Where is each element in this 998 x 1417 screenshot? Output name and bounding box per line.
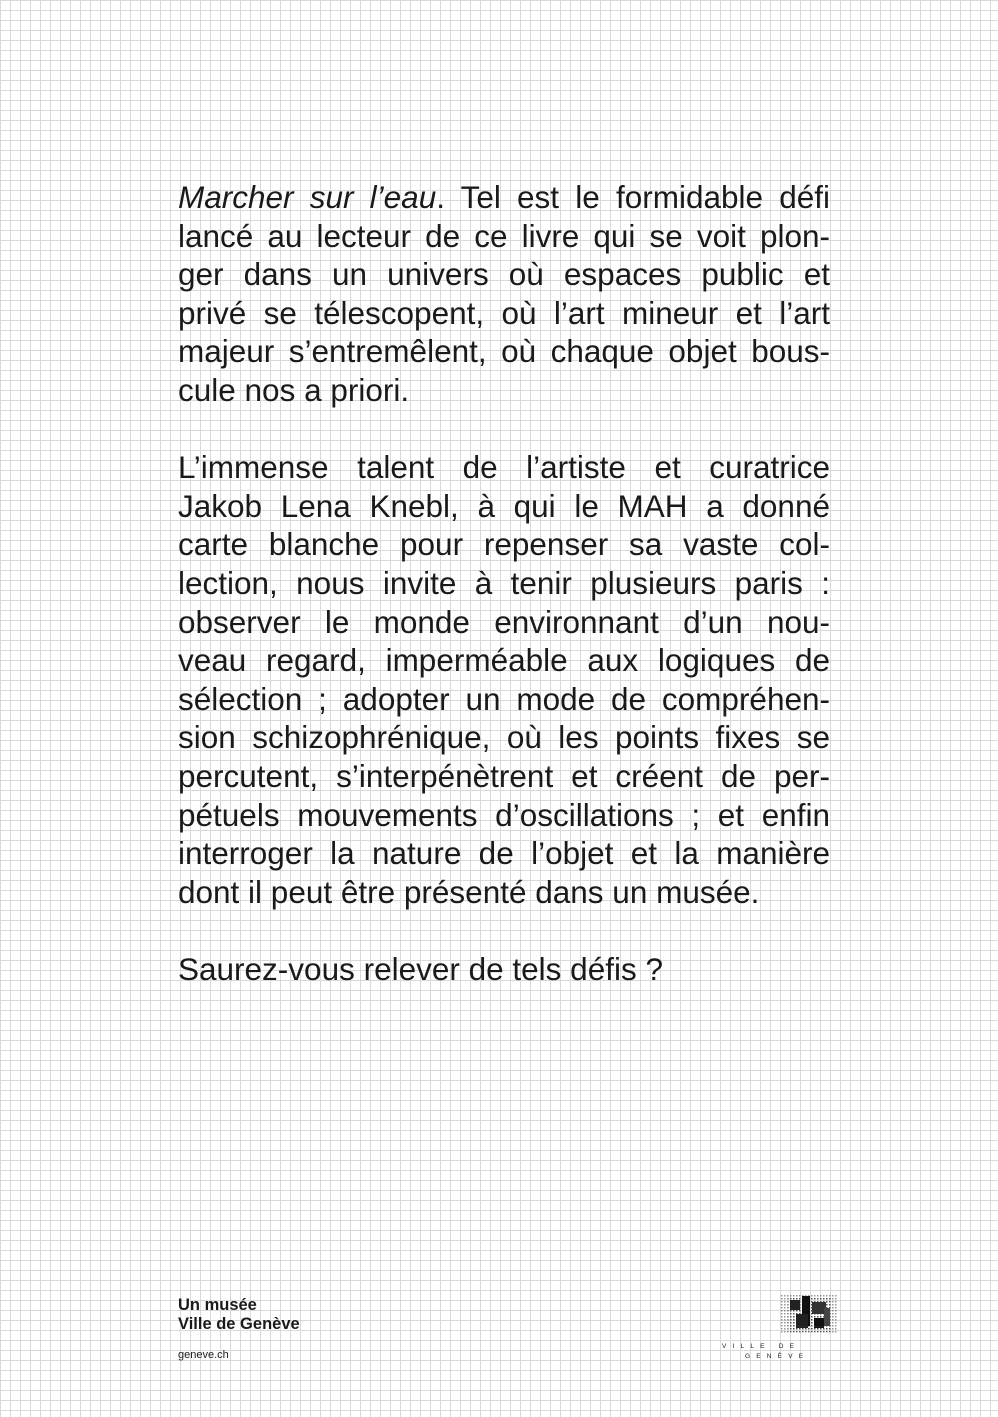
text-line [178, 178, 830, 217]
ville-de-geneve-logo [718, 1292, 842, 1362]
text-line: ger dans un univers où espaces public et [178, 256, 830, 293]
book-title: Marcher sur l’eau [178, 179, 437, 215]
text-line: privé se télescopent, où l’art mineur et l’art [178, 294, 830, 331]
text-line: Saurez-vous relever de tels défis ? [178, 950, 663, 987]
text-line: observer le monde environnant d’un nou- [178, 603, 830, 640]
text-line: sion schizophrénique, où les points fixes se [178, 719, 830, 756]
text-line: cule nos a priori. [178, 371, 410, 408]
paragraph-1 [178, 178, 830, 410]
text-line: percutent, s’interpénètrent et créent de per- [178, 757, 830, 794]
text-line: dont il peut être présenté dans un musée. [178, 873, 760, 910]
text-line: carte blanche pour repenser sa vaste col- [178, 526, 830, 563]
credit-line-2: Ville de Genève [178, 1315, 300, 1333]
logo-text-bottom: GENÈVE [745, 1353, 810, 1360]
body-text [178, 178, 830, 1027]
text-span: . Tel est le formidable défi [436, 179, 831, 215]
text-line: L’immense talent de l’artiste et curatrice [178, 449, 830, 486]
text-line: pétuels mouvements d’oscillations ; et enfin [178, 796, 830, 833]
credit-line-1: Un musée [178, 1296, 257, 1314]
text-line: interroger la nature de l’objet et la manière [178, 835, 830, 872]
logo-mark-icon [718, 1292, 842, 1344]
text-line: majeur s’entremêlent, où chaque objet bous- [178, 333, 830, 370]
paragraph-3 [178, 950, 830, 989]
website-link[interactable]: geneve.ch [178, 1349, 229, 1361]
text-line: Jakob Lena Knebl, à qui le MAH a donné [178, 487, 830, 524]
text-line: sélection ; adopter un mode de compréhen- [178, 680, 830, 717]
text-line: lancé au lecteur de ce livre qui se voit plon- [178, 217, 830, 254]
text-line: veau regard, imperméable aux logiques de [178, 642, 830, 679]
paragraph-2 [178, 448, 830, 911]
text-line: lection, nous invite à tenir plusieurs paris : [178, 564, 830, 601]
logo-text-top: VILLE DE [722, 1343, 801, 1350]
museum-credit [178, 1296, 300, 1362]
